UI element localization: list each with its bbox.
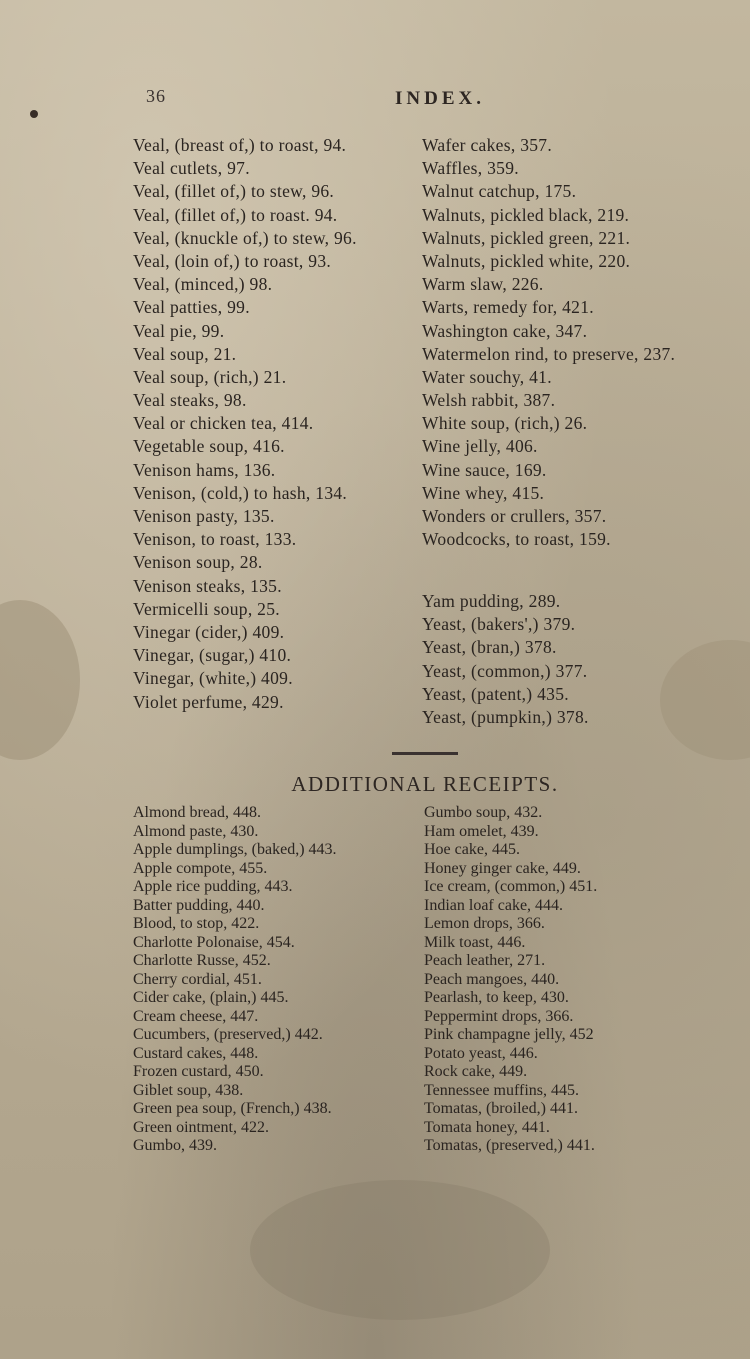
- index-entry: Gumbo soup, 432.: [424, 804, 543, 821]
- index-entry: Potato yeast, 446.: [424, 1044, 538, 1062]
- index-entry: Veal soup, 21.: [133, 343, 237, 364]
- index-entry: Frozen custard, 450.: [133, 1063, 264, 1080]
- index-entry: Rock cake, 449.: [424, 1063, 528, 1080]
- index-entry: Apple rice pudding, 443.: [133, 878, 293, 895]
- index-entry: Veal, (fillet of,) to stew, 96.: [133, 181, 335, 202]
- index-entry: Venison soup, 28.: [133, 552, 263, 573]
- index-entry: Cucumbers, (preserved,) 442.: [133, 1026, 323, 1043]
- section-divider: [392, 752, 458, 755]
- index-entry: Veal, (knuckle of,) to stew, 96.: [133, 227, 357, 248]
- index-entry: Tomatas, (preserved,) 441.: [424, 1137, 595, 1154]
- index-entry: Yeast, (patent,) 435.: [422, 683, 569, 704]
- index-entry: Wine jelly, 406.: [422, 436, 538, 457]
- index-entry: Vinegar, (white,) 409.: [133, 668, 293, 689]
- index-entry: Wafer cakes, 357.: [422, 135, 553, 155]
- index-entry: Venison, to roast, 133.: [133, 529, 297, 550]
- index-column-y: [422, 590, 589, 729]
- index-entry: Cream cheese, 447.: [133, 1007, 259, 1025]
- running-head: INDEX.: [395, 88, 485, 109]
- section-title: ADDITIONAL RECEIPTS.: [291, 772, 559, 796]
- index-entry: Veal or chicken tea, 414.: [133, 413, 314, 434]
- index-entry: Vermicelli soup, 25.: [133, 598, 280, 619]
- index-entry: Wonders or crullers, 357.: [422, 506, 607, 526]
- index-entry: Veal, (breast of,) to roast, 94.: [133, 135, 347, 155]
- index-entry: Vegetable soup, 416.: [133, 436, 285, 457]
- index-entry: Charlotte Polonaise, 454.: [133, 933, 295, 951]
- index-entry: Water souchy, 41.: [422, 366, 552, 387]
- index-entry: Batter pudding, 440.: [133, 896, 265, 914]
- index-entry: Almond paste, 430.: [133, 822, 259, 840]
- index-entry: Yeast, (bran,) 378.: [422, 637, 557, 658]
- index-entry: Veal, (fillet of,) to roast. 94.: [133, 204, 338, 225]
- index-entry: Cherry cordial, 451.: [133, 970, 262, 988]
- index-entry: Pearlash, to keep, 430.: [424, 989, 569, 1006]
- index-entry: Violet perfume, 429.: [133, 691, 284, 712]
- index-entry: Venison hams, 136.: [133, 459, 276, 480]
- index-entry: Washington cake, 347.: [422, 320, 588, 341]
- index-entry: Charlotte Russe, 452.: [133, 952, 271, 969]
- index-entry: Watermelon rind, to preserve, 237.: [422, 343, 676, 364]
- index-entry: Walnuts, pickled black, 219.: [422, 204, 630, 225]
- index-entry: Tennessee muffins, 445.: [424, 1081, 579, 1099]
- index-entry: Blood, to stop, 422.: [133, 915, 260, 932]
- index-entry: Veal, (minced,) 98.: [133, 274, 273, 295]
- index-entry: Green ointment, 422.: [133, 1118, 269, 1136]
- paper-stain: [660, 640, 750, 760]
- index-entry: Venison, (cold,) to hash, 134.: [133, 482, 348, 503]
- index-entry: Lemon drops, 366.: [424, 915, 545, 932]
- index-entry: Milk toast, 446.: [424, 933, 526, 951]
- index-entry: Warts, remedy for, 421.: [422, 297, 594, 318]
- page-number: 36: [146, 86, 166, 106]
- index-entry: Tomatas, (broiled,) 441.: [424, 1100, 578, 1117]
- index-entry: Pink champagne jelly, 452: [424, 1026, 594, 1043]
- index-entry: Veal pie, 99.: [133, 320, 225, 341]
- index-entry: Peach mangoes, 440.: [424, 970, 560, 988]
- index-entry: Walnuts, pickled white, 220.: [422, 250, 631, 271]
- index-entry: Welsh rabbit, 387.: [422, 390, 556, 411]
- index-entry: Yeast, (bakers',) 379.: [422, 614, 576, 635]
- index-entry: Apple dumplings, (baked,) 443.: [133, 841, 337, 858]
- index-entry: Vinegar (cider,) 409.: [133, 621, 285, 642]
- index-entry: Veal, (loin of,) to roast, 93.: [133, 250, 332, 271]
- paper-stain: [0, 600, 80, 760]
- index-entry: Walnuts, pickled green, 221.: [422, 227, 631, 248]
- index-entry: White soup, (rich,) 26.: [422, 413, 588, 434]
- index-entry: Wine sauce, 169.: [422, 459, 547, 480]
- index-entry: Yeast, (common,) 377.: [422, 660, 588, 681]
- index-entry: Veal cutlets, 97.: [133, 158, 250, 179]
- index-entry: Wine whey, 415.: [422, 482, 545, 503]
- index-entry: Cider cake, (plain,) 445.: [133, 989, 289, 1006]
- index-entry: Gumbo, 439.: [133, 1137, 217, 1154]
- paper-stain: [30, 110, 38, 118]
- index-entry: Yeast, (pumpkin,) 378.: [422, 706, 589, 727]
- index-entry: Vinegar, (sugar,) 410.: [133, 645, 292, 666]
- additional-column-left: [133, 804, 337, 1156]
- index-entry: Veal soup, (rich,) 21.: [133, 366, 287, 387]
- index-entry: Apple compote, 455.: [133, 859, 268, 877]
- index-entry: Woodcocks, to roast, 159.: [422, 529, 611, 550]
- index-entry: Green pea soup, (French,) 438.: [133, 1100, 332, 1117]
- index-entry: Yam pudding, 289.: [422, 591, 561, 611]
- index-entry: Ice cream, (common,) 451.: [424, 878, 598, 895]
- index-entry: Ham omelet, 439.: [424, 822, 539, 840]
- index-entry: Walnut catchup, 175.: [422, 181, 577, 202]
- index-column-v: [133, 134, 357, 714]
- index-entry: Venison steaks, 135.: [133, 575, 282, 596]
- index-entry: Honey ginger cake, 449.: [424, 859, 581, 877]
- index-entry: Veal patties, 99.: [133, 297, 250, 318]
- index-entry: Almond bread, 448.: [133, 804, 261, 821]
- paper-stain: [250, 1180, 550, 1320]
- additional-column-right: [424, 804, 597, 1156]
- index-entry: Tomata honey, 441.: [424, 1118, 550, 1136]
- index-entry: Warm slaw, 226.: [422, 274, 544, 295]
- index-entry: Custard cakes, 448.: [133, 1044, 259, 1062]
- index-column-w: [422, 134, 675, 551]
- index-entry: Waffles, 359.: [422, 158, 519, 179]
- index-entry: Giblet soup, 438.: [133, 1081, 244, 1099]
- index-entry: Hoe cake, 445.: [424, 841, 520, 858]
- index-entry: Indian loaf cake, 444.: [424, 896, 564, 914]
- index-entry: Venison pasty, 135.: [133, 506, 275, 526]
- index-entry: Peppermint drops, 366.: [424, 1007, 574, 1025]
- index-entry: Veal steaks, 98.: [133, 390, 247, 411]
- index-entry: Peach leather, 271.: [424, 952, 546, 969]
